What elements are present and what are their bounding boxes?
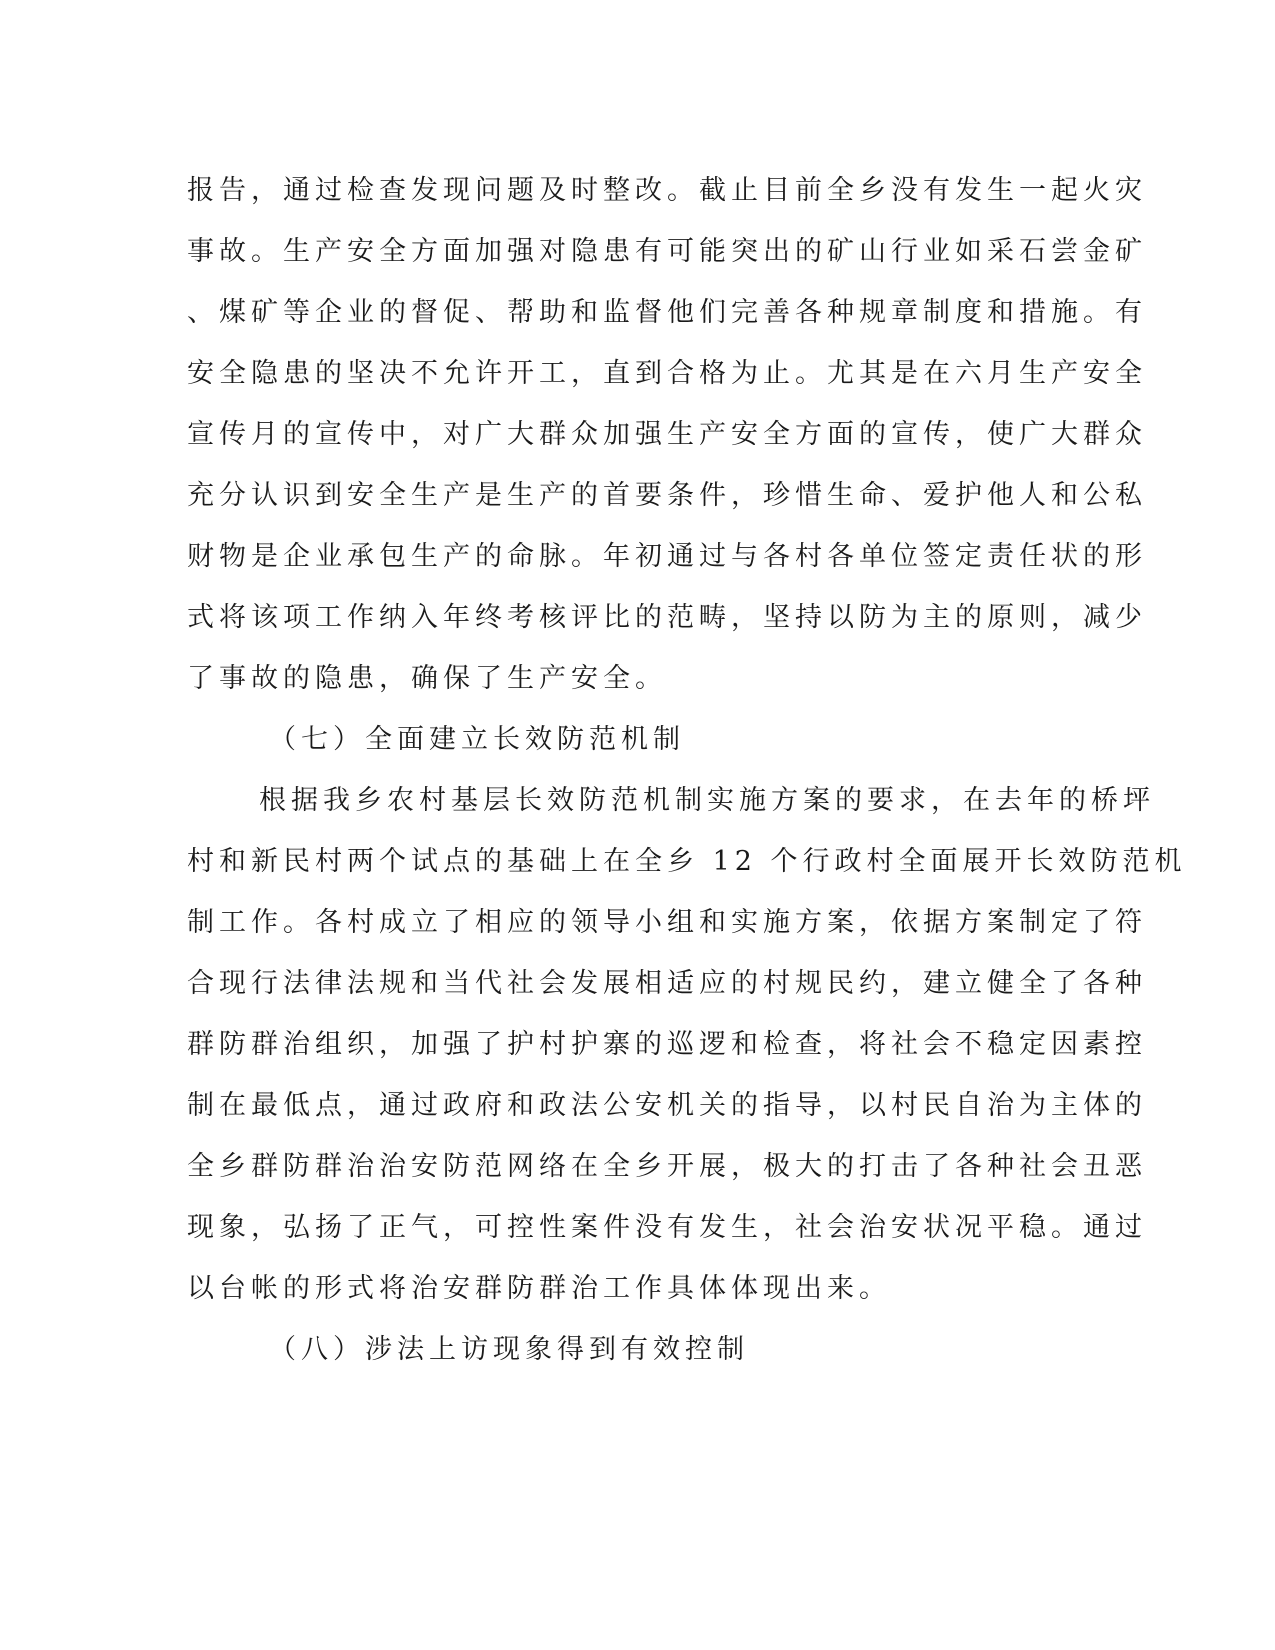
paragraph-line: 事故。生产安全方面加强对隐患有可能突出的矿山行业如采石尝金矿 bbox=[187, 236, 1147, 267]
paragraph-line: 式将该项工作纳入年终考核评比的范畴，坚持以防为主的原则，减少 bbox=[187, 602, 1147, 633]
paragraph-line: 宣传月的宣传中，对广大群众加强生产安全方面的宣传，使广大群众 bbox=[187, 419, 1147, 450]
section-heading: （八）涉法上访现象得到有效控制 bbox=[269, 1334, 749, 1365]
paragraph-line: 安全隐患的坚决不允许开工，直到合格为止。尤其是在六月生产安全 bbox=[187, 358, 1147, 389]
paragraph-line: 合现行法律法规和当代社会发展相适应的村规民约，建立健全了各种 bbox=[187, 968, 1147, 999]
paragraph-line: 现象，弘扬了正气，可控性案件没有发生，社会治安状况平稳。通过 bbox=[187, 1212, 1147, 1243]
paragraph-line: 充分认识到安全生产是生产的首要条件，珍惜生命、爱护他人和公私 bbox=[187, 480, 1147, 511]
paragraph-line: 财物是企业承包生产的命脉。年初通过与各村各单位签定责任状的形 bbox=[187, 541, 1147, 572]
paragraph-line: 报告，通过检查发现问题及时整改。截止目前全乡没有发生一起火灾 bbox=[187, 175, 1147, 206]
paragraph-line: 以台帐的形式将治安群防群治工作具体体现出来。 bbox=[187, 1273, 891, 1304]
document-body bbox=[187, 160, 1187, 1380]
paragraph-line: 全乡群防群治治安防范网络在全乡开展，极大的打击了各种社会丑恶 bbox=[187, 1151, 1147, 1182]
paragraph-line: 制在最低点，通过政府和政法公安机关的指导，以村民自治为主体的 bbox=[187, 1090, 1147, 1121]
paragraph-line: 了事故的隐患，确保了生产安全。 bbox=[187, 663, 667, 694]
paragraph-first-line: 根据我乡农村基层长效防范机制实施方案的要求，在去年的桥坪 bbox=[259, 785, 1155, 816]
paragraph-line: 制工作。各村成立了相应的领导小组和实施方案，依据方案制定了符 bbox=[187, 907, 1147, 938]
paragraph-line: 村和新民村两个试点的基础上在全乡 12 个行政村全面展开长效防范机 bbox=[187, 846, 1187, 877]
paragraph-line: 、煤矿等企业的督促、帮助和监督他们完善各种规章制度和措施。有 bbox=[187, 297, 1147, 328]
paragraph-line: 群防群治组织，加强了护村护寨的巡逻和检查，将社会不稳定因素控 bbox=[187, 1029, 1147, 1060]
section-heading: （七）全面建立长效防范机制 bbox=[269, 724, 685, 755]
